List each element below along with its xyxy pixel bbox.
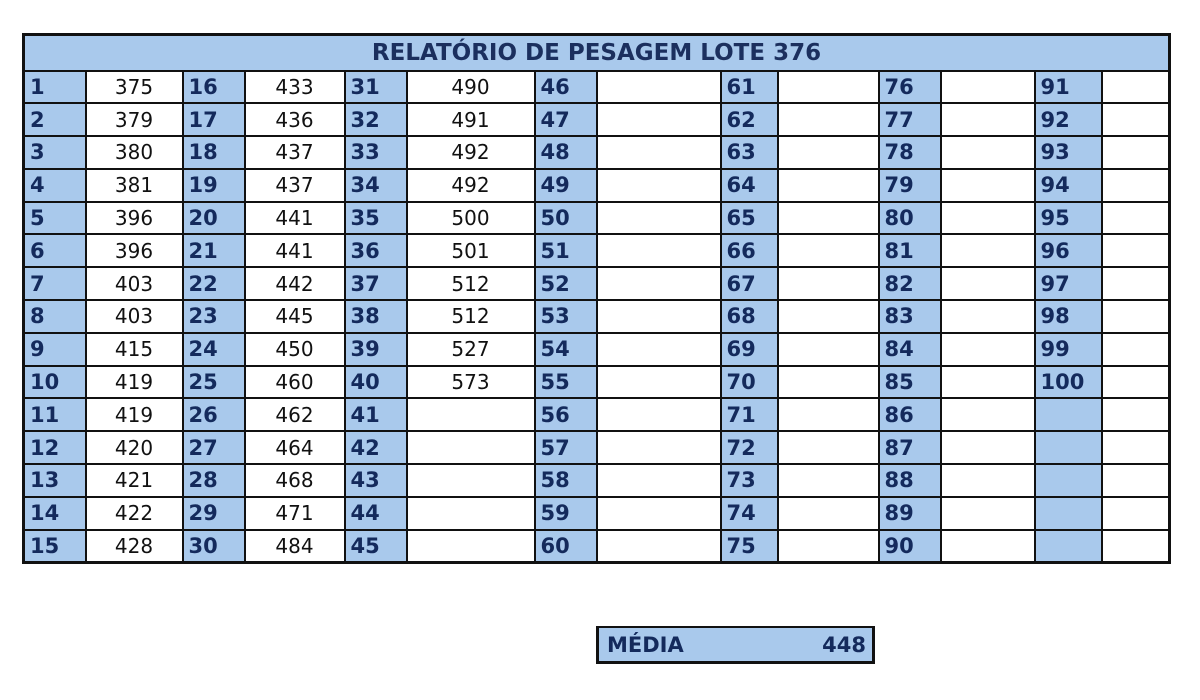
- animal-number-cell: 7: [24, 267, 86, 300]
- weight-cell: [941, 202, 1035, 235]
- animal-number-cell: 23: [183, 300, 245, 333]
- weight-cell: 512: [407, 267, 535, 300]
- animal-number-cell: 68: [721, 300, 778, 333]
- weight-cell: [1102, 530, 1170, 563]
- animal-number-cell: 26: [183, 398, 245, 431]
- weight-cell: [597, 169, 721, 202]
- weight-cell: 437: [245, 136, 345, 169]
- table-row: [24, 530, 1170, 563]
- animal-number-cell: 59: [535, 497, 597, 530]
- animal-number-cell: 2: [24, 103, 86, 136]
- weight-cell: [1102, 71, 1170, 104]
- animal-number-cell: 87: [879, 431, 941, 464]
- weight-cell: 381: [86, 169, 183, 202]
- animal-number-cell: 83: [879, 300, 941, 333]
- animal-number-cell: 81: [879, 234, 941, 267]
- animal-number-cell: 18: [183, 136, 245, 169]
- weight-cell: 441: [245, 202, 345, 235]
- animal-number-cell: 49: [535, 169, 597, 202]
- table-row: [24, 136, 1170, 169]
- weight-cell: [941, 530, 1035, 563]
- animal-number-cell: 48: [535, 136, 597, 169]
- animal-number-cell: 97: [1035, 267, 1102, 300]
- weight-cell: 403: [86, 300, 183, 333]
- animal-number-cell: 63: [721, 136, 778, 169]
- weight-cell: [778, 464, 879, 497]
- animal-number-cell: 75: [721, 530, 778, 563]
- weight-cell: 441: [245, 234, 345, 267]
- average-value: 448: [822, 632, 866, 657]
- weight-cell: [597, 333, 721, 366]
- animal-number-cell: 80: [879, 202, 941, 235]
- animal-number-cell: 85: [879, 366, 941, 399]
- animal-number-cell: 24: [183, 333, 245, 366]
- weight-cell: [941, 234, 1035, 267]
- weight-cell: 501: [407, 234, 535, 267]
- animal-number-cell: 13: [24, 464, 86, 497]
- animal-number-cell: 58: [535, 464, 597, 497]
- animal-number-cell: 62: [721, 103, 778, 136]
- animal-number-cell: 43: [345, 464, 407, 497]
- animal-number-cell: 4: [24, 169, 86, 202]
- weight-cell: [1102, 169, 1170, 202]
- weight-cell: [597, 398, 721, 431]
- weight-cell: [778, 267, 879, 300]
- animal-number-cell: 55: [535, 366, 597, 399]
- animal-number-cell: 64: [721, 169, 778, 202]
- weight-cell: [1102, 333, 1170, 366]
- animal-number-cell: 57: [535, 431, 597, 464]
- animal-number-cell: [1035, 497, 1102, 530]
- weight-cell: [597, 267, 721, 300]
- weight-cell: [941, 267, 1035, 300]
- animal-number-cell: 9: [24, 333, 86, 366]
- animal-number-cell: 45: [345, 530, 407, 563]
- animal-number-cell: 27: [183, 431, 245, 464]
- weight-cell: 442: [245, 267, 345, 300]
- table-row: [24, 103, 1170, 136]
- report-title: RELATÓRIO DE PESAGEM LOTE 376: [24, 35, 1170, 71]
- animal-number-cell: 88: [879, 464, 941, 497]
- animal-number-cell: 35: [345, 202, 407, 235]
- weight-cell: [941, 366, 1035, 399]
- weight-cell: 490: [407, 71, 535, 104]
- animal-number-cell: [1035, 464, 1102, 497]
- weight-cell: 375: [86, 71, 183, 104]
- weight-cell: 396: [86, 202, 183, 235]
- animal-number-cell: 60: [535, 530, 597, 563]
- animal-number-cell: 29: [183, 497, 245, 530]
- weight-cell: [407, 464, 535, 497]
- weight-cell: [597, 464, 721, 497]
- table-row: [24, 300, 1170, 333]
- weight-cell: [597, 366, 721, 399]
- animal-number-cell: 19: [183, 169, 245, 202]
- weight-cell: [941, 398, 1035, 431]
- animal-number-cell: 51: [535, 234, 597, 267]
- table-row: [24, 169, 1170, 202]
- weight-cell: [1102, 300, 1170, 333]
- animal-number-cell: 32: [345, 103, 407, 136]
- animal-number-cell: 74: [721, 497, 778, 530]
- animal-number-cell: 91: [1035, 71, 1102, 104]
- animal-number-cell: 12: [24, 431, 86, 464]
- average-label: MÉDIA: [607, 632, 684, 657]
- weight-cell: [407, 497, 535, 530]
- weight-cell: 445: [245, 300, 345, 333]
- weight-cell: [1102, 234, 1170, 267]
- weight-cell: 419: [86, 398, 183, 431]
- table-row: [24, 398, 1170, 431]
- animal-number-cell: 44: [345, 497, 407, 530]
- animal-number-cell: 8: [24, 300, 86, 333]
- animal-number-cell: 100: [1035, 366, 1102, 399]
- weight-cell: [407, 431, 535, 464]
- animal-number-cell: 98: [1035, 300, 1102, 333]
- weight-cell: 484: [245, 530, 345, 563]
- animal-number-cell: 42: [345, 431, 407, 464]
- weight-cell: [778, 300, 879, 333]
- animal-number-cell: 17: [183, 103, 245, 136]
- weight-cell: [941, 71, 1035, 104]
- weight-cell: 471: [245, 497, 345, 530]
- animal-number-cell: 36: [345, 234, 407, 267]
- weight-cell: 419: [86, 366, 183, 399]
- animal-number-cell: 34: [345, 169, 407, 202]
- weight-cell: [597, 300, 721, 333]
- animal-number-cell: 71: [721, 398, 778, 431]
- report-body: [24, 71, 1170, 563]
- weight-cell: [941, 333, 1035, 366]
- table-row: [24, 497, 1170, 530]
- animal-number-cell: 31: [345, 71, 407, 104]
- weight-cell: 527: [407, 333, 535, 366]
- animal-number-cell: 52: [535, 267, 597, 300]
- weight-cell: [407, 530, 535, 563]
- weight-cell: [597, 497, 721, 530]
- animal-number-cell: 16: [183, 71, 245, 104]
- weight-cell: [407, 398, 535, 431]
- weight-cell: [778, 234, 879, 267]
- weight-cell: [778, 530, 879, 563]
- weight-cell: 380: [86, 136, 183, 169]
- animal-number-cell: 33: [345, 136, 407, 169]
- weight-cell: 403: [86, 267, 183, 300]
- weight-cell: 450: [245, 333, 345, 366]
- weight-cell: [597, 202, 721, 235]
- weight-cell: [778, 169, 879, 202]
- weight-cell: [1102, 497, 1170, 530]
- animal-number-cell: 72: [721, 431, 778, 464]
- weight-cell: 420: [86, 431, 183, 464]
- weight-cell: [778, 136, 879, 169]
- animal-number-cell: 22: [183, 267, 245, 300]
- weight-cell: 460: [245, 366, 345, 399]
- animal-number-cell: 70: [721, 366, 778, 399]
- table-row: [24, 71, 1170, 104]
- weight-cell: [941, 300, 1035, 333]
- animal-number-cell: 90: [879, 530, 941, 563]
- weight-cell: 464: [245, 431, 345, 464]
- weight-cell: [1102, 103, 1170, 136]
- weight-cell: [1102, 431, 1170, 464]
- weight-cell: 462: [245, 398, 345, 431]
- animal-number-cell: 96: [1035, 234, 1102, 267]
- weight-cell: [1102, 136, 1170, 169]
- table-row: [24, 267, 1170, 300]
- animal-number-cell: 92: [1035, 103, 1102, 136]
- weight-cell: 492: [407, 136, 535, 169]
- weight-cell: 436: [245, 103, 345, 136]
- animal-number-cell: 66: [721, 234, 778, 267]
- animal-number-cell: 11: [24, 398, 86, 431]
- weight-cell: 422: [86, 497, 183, 530]
- weight-cell: [1102, 398, 1170, 431]
- weight-cell: [597, 530, 721, 563]
- weight-cell: [941, 103, 1035, 136]
- weight-cell: [1102, 366, 1170, 399]
- animal-number-cell: [1035, 431, 1102, 464]
- weight-cell: [778, 497, 879, 530]
- table-row: [24, 464, 1170, 497]
- weight-cell: [1102, 202, 1170, 235]
- animal-number-cell: 73: [721, 464, 778, 497]
- weight-cell: [941, 497, 1035, 530]
- animal-number-cell: 39: [345, 333, 407, 366]
- animal-number-cell: 56: [535, 398, 597, 431]
- weight-cell: [778, 366, 879, 399]
- animal-number-cell: 82: [879, 267, 941, 300]
- animal-number-cell: 47: [535, 103, 597, 136]
- weight-cell: 396: [86, 234, 183, 267]
- animal-number-cell: 89: [879, 497, 941, 530]
- animal-number-cell: [1035, 398, 1102, 431]
- weight-cell: [941, 136, 1035, 169]
- weight-cell: 379: [86, 103, 183, 136]
- animal-number-cell: 25: [183, 366, 245, 399]
- weight-cell: [778, 398, 879, 431]
- animal-number-cell: 69: [721, 333, 778, 366]
- animal-number-cell: 40: [345, 366, 407, 399]
- animal-number-cell: 46: [535, 71, 597, 104]
- animal-number-cell: 78: [879, 136, 941, 169]
- weight-cell: [597, 103, 721, 136]
- animal-number-cell: 15: [24, 530, 86, 563]
- weight-cell: [778, 431, 879, 464]
- animal-number-cell: 79: [879, 169, 941, 202]
- animal-number-cell: 94: [1035, 169, 1102, 202]
- animal-number-cell: 41: [345, 398, 407, 431]
- animal-number-cell: 28: [183, 464, 245, 497]
- animal-number-cell: 50: [535, 202, 597, 235]
- animal-number-cell: 76: [879, 71, 941, 104]
- animal-number-cell: 21: [183, 234, 245, 267]
- animal-number-cell: 3: [24, 136, 86, 169]
- animal-number-cell: 95: [1035, 202, 1102, 235]
- weight-cell: [778, 333, 879, 366]
- animal-number-cell: 5: [24, 202, 86, 235]
- table-row: [24, 366, 1170, 399]
- weight-cell: [597, 136, 721, 169]
- weight-cell: [941, 464, 1035, 497]
- animal-number-cell: 6: [24, 234, 86, 267]
- animal-number-cell: 30: [183, 530, 245, 563]
- weight-cell: 433: [245, 71, 345, 104]
- weight-cell: [597, 71, 721, 104]
- weight-cell: [778, 103, 879, 136]
- weight-cell: [778, 202, 879, 235]
- animal-number-cell: 65: [721, 202, 778, 235]
- average-summary: [596, 626, 875, 664]
- animal-number-cell: 67: [721, 267, 778, 300]
- weight-cell: 500: [407, 202, 535, 235]
- weight-cell: 421: [86, 464, 183, 497]
- weight-cell: [941, 169, 1035, 202]
- animal-number-cell: [1035, 530, 1102, 563]
- table-row: [24, 234, 1170, 267]
- animal-number-cell: 54: [535, 333, 597, 366]
- weight-cell: 415: [86, 333, 183, 366]
- animal-number-cell: 38: [345, 300, 407, 333]
- weight-cell: 437: [245, 169, 345, 202]
- weight-cell: 468: [245, 464, 345, 497]
- animal-number-cell: 61: [721, 71, 778, 104]
- weight-cell: 428: [86, 530, 183, 563]
- animal-number-cell: 99: [1035, 333, 1102, 366]
- weighing-report-table: [22, 33, 1171, 564]
- table-row: [24, 333, 1170, 366]
- animal-number-cell: 53: [535, 300, 597, 333]
- weight-cell: [1102, 464, 1170, 497]
- weight-cell: [941, 431, 1035, 464]
- weight-cell: [597, 234, 721, 267]
- weight-cell: 512: [407, 300, 535, 333]
- animal-number-cell: 14: [24, 497, 86, 530]
- weight-cell: [597, 431, 721, 464]
- weight-cell: 491: [407, 103, 535, 136]
- animal-number-cell: 93: [1035, 136, 1102, 169]
- animal-number-cell: 1: [24, 71, 86, 104]
- weight-cell: 573: [407, 366, 535, 399]
- animal-number-cell: 77: [879, 103, 941, 136]
- weight-cell: 492: [407, 169, 535, 202]
- table-row: [24, 202, 1170, 235]
- table-row: [24, 431, 1170, 464]
- animal-number-cell: 86: [879, 398, 941, 431]
- animal-number-cell: 37: [345, 267, 407, 300]
- animal-number-cell: 84: [879, 333, 941, 366]
- weight-cell: [778, 71, 879, 104]
- weight-cell: [1102, 267, 1170, 300]
- animal-number-cell: 10: [24, 366, 86, 399]
- animal-number-cell: 20: [183, 202, 245, 235]
